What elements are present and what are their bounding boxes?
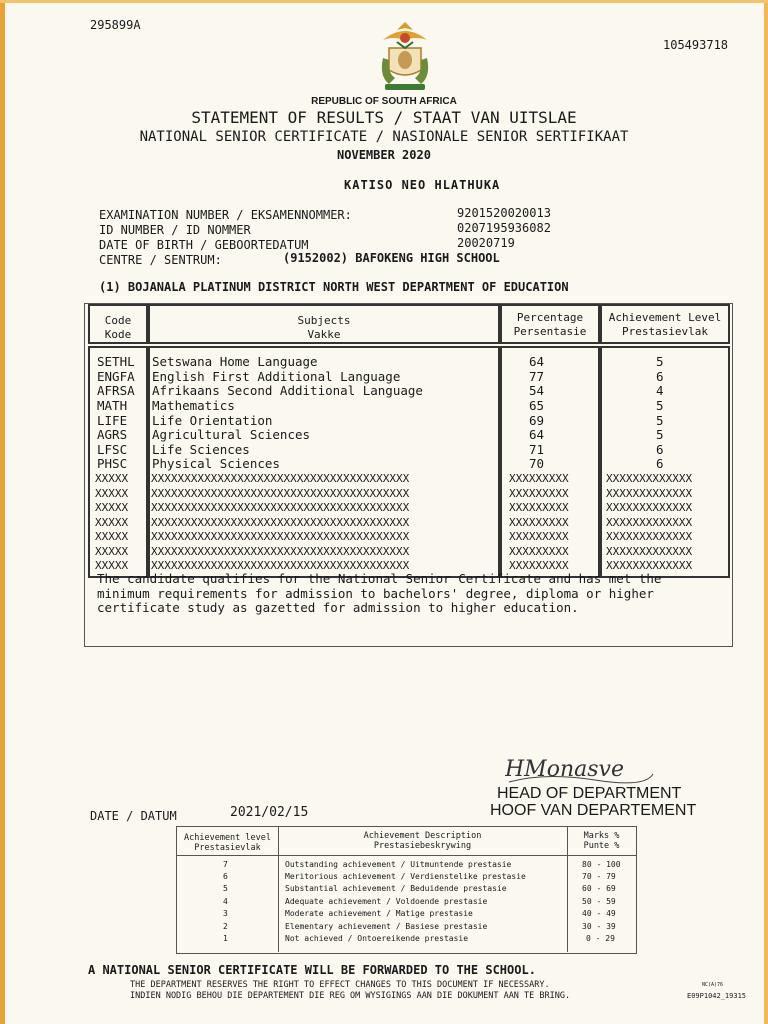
country-name: REPUBLIC OF SOUTH AFRICA xyxy=(311,96,457,107)
reference-left: 295899A xyxy=(90,18,141,32)
subject-row xyxy=(85,414,732,428)
exam-number-label: EXAMINATION NUMBER / EKSAMENNOMMER: xyxy=(99,208,352,222)
subject-row xyxy=(85,443,732,457)
subject-name: Setswana Home Language xyxy=(152,354,318,369)
footer-disclaimer-af: INDIEN NODIG BEHOU DIE DEPARTEMENT DIE REG OM WYSIGINGS AAN DIE DOKUMENT AAN TE BRING. xyxy=(130,991,571,1001)
subject-code: SETHL xyxy=(97,354,135,369)
key-row: 4 Adequate achievement / Voldoende prestasie 50 - 59 xyxy=(223,897,616,906)
exam-session: NOVEMBER 2020 xyxy=(337,148,431,162)
key-description-header: Achievement Description Prestasiebeskrywing xyxy=(363,831,482,851)
date-label: DATE / DATUM xyxy=(90,809,177,823)
key-row: 7 Outstanding achievement / Uitmuntende prestasie 80 - 100 xyxy=(223,860,621,869)
subject-level: 5 xyxy=(656,413,664,428)
paper-edge-top xyxy=(0,0,768,3)
id-number-value: 0207195936082 xyxy=(457,221,551,235)
subject-name: Life Sciences xyxy=(152,442,250,457)
exam-number-value: 9201520020013 xyxy=(457,206,551,220)
key-row: 5 Substantial achievement / Beduidende prestasie 60 - 69 xyxy=(223,884,616,893)
results-table xyxy=(84,303,733,647)
form-code-small: NC(A)76 xyxy=(702,982,724,988)
form-code: E09P1042_19315 xyxy=(687,992,747,1000)
candidate-name: KATISO NEO HLATHUKA xyxy=(344,178,501,192)
centre-label: CENTRE / SENTRUM: xyxy=(99,253,222,267)
subject-name: English First Additional Language xyxy=(152,369,401,384)
filler-row: XXXXX XXXXXXXXXXXXXXXXXXXXXXXXXXXXXXXXXXXXXXX XXXXXXXXX XXXXXXXXXXXXX xyxy=(95,559,693,572)
subject-code: AFRSA xyxy=(97,383,135,398)
subject-level: 5 xyxy=(656,398,664,413)
subject-name: Afrikaans Second Additional Language xyxy=(152,383,423,398)
key-row: 2 Elementary achievement / Basiese prestasie 30 - 39 xyxy=(223,922,616,931)
id-number-label: ID NUMBER / ID NOMMER xyxy=(99,223,251,237)
subject-level: 6 xyxy=(656,442,664,457)
date-value: 2021/02/15 xyxy=(230,805,309,820)
subject-level: 6 xyxy=(656,456,664,471)
subject-percent: 69 xyxy=(529,413,545,428)
percentage-header: Percentage Persentasie xyxy=(513,311,587,338)
subject-code: AGRS xyxy=(97,427,128,442)
reference-right: 105493718 xyxy=(663,38,729,52)
qualification-statement: The candidate qualifies for the National Senior Certificate and has met the minimum requirements for admission to bachelors' degree, diploma or higher certificate study as gazetted for admission to higher education. xyxy=(97,571,662,615)
key-row: 6 Meritorious achievement / Verdienstelike prestasie 70 - 79 xyxy=(223,872,616,881)
subject-code: ENGFA xyxy=(97,369,135,384)
subject-row xyxy=(85,370,732,384)
subject-level: 5 xyxy=(656,427,664,442)
key-row: 1 Not achieved / Ontoereikende prestasie 0 - 29 xyxy=(223,934,615,943)
subject-code: LIFE xyxy=(97,413,128,428)
subject-name: Agricultural Sciences xyxy=(152,427,311,442)
date-of-birth-value: 20020719 xyxy=(457,236,515,250)
level-header: Achievement Level Prestasievlak xyxy=(608,311,722,338)
filler-row: XXXXX XXXXXXXXXXXXXXXXXXXXXXXXXXXXXXXXXXXXXXX XXXXXXXXX XXXXXXXXXXXXX xyxy=(95,530,693,543)
head-title-af: HOOF VAN DEPARTEMENT xyxy=(490,802,697,819)
subject-percent: 64 xyxy=(529,427,545,442)
subject-percent: 64 xyxy=(529,354,545,369)
filler-row: XXXXX XXXXXXXXXXXXXXXXXXXXXXXXXXXXXXXXXXXXXXX XXXXXXXXX XXXXXXXXXXXXX xyxy=(95,487,693,500)
centre-value: (9152002) BAFOKENG HIGH SCHOOL xyxy=(283,251,500,265)
subject-code: MATH xyxy=(97,398,128,413)
subjects-header: Subjects Vakke xyxy=(297,314,351,341)
coat-of-arms-icon xyxy=(375,18,435,96)
key-level-header: Achievement level Prestasievlak xyxy=(184,833,271,853)
signature-image xyxy=(505,752,655,788)
subject-name: Mathematics xyxy=(152,398,235,413)
document-title: STATEMENT OF RESULTS / STAAT VAN UITSLAE xyxy=(191,108,577,127)
subject-name: Life Orientation xyxy=(152,413,273,428)
footer-notice: A NATIONAL SENIOR CERTIFICATE WILL BE FORWARDED TO THE SCHOOL. xyxy=(88,963,536,977)
key-marks-header: Marks % Punte % xyxy=(583,831,620,851)
subject-level: 5 xyxy=(656,354,664,369)
subject-percent: 70 xyxy=(529,456,545,471)
filler-row: XXXXX XXXXXXXXXXXXXXXXXXXXXXXXXXXXXXXXXXXXXXX XXXXXXXXX XXXXXXXXXXXXX xyxy=(95,516,693,529)
subject-code: PHSC xyxy=(97,456,128,471)
achievement-key-table xyxy=(176,826,637,954)
subject-row xyxy=(85,428,732,442)
document-subtitle: NATIONAL SENIOR CERTIFICATE / NASIONALE SENIOR SERTIFIKAAT xyxy=(139,129,629,145)
subject-row xyxy=(85,457,732,471)
date-of-birth-label: DATE OF BIRTH / GEBOORTEDATUM xyxy=(99,238,309,252)
filler-row: XXXXX XXXXXXXXXXXXXXXXXXXXXXXXXXXXXXXXXXXXXXX XXXXXXXXX XXXXXXXXXXXXX xyxy=(95,472,693,485)
subject-percent: 71 xyxy=(529,442,545,457)
code-header: Code Kode xyxy=(104,314,132,341)
subject-row xyxy=(85,355,732,369)
filler-row: XXXXX XXXXXXXXXXXXXXXXXXXXXXXXXXXXXXXXXXXXXXX XXXXXXXXX XXXXXXXXXXXXX xyxy=(95,545,693,558)
footer-disclaimer-en: THE DEPARTMENT RESERVES THE RIGHT TO EFFECT CHANGES TO THIS DOCUMENT IF NECESSARY. xyxy=(130,980,550,990)
district-line: (1) BOJANALA PLATINUM DISTRICT NORTH WEST DEPARTMENT OF EDUCATION xyxy=(99,280,569,294)
subject-name: Physical Sciences xyxy=(152,456,280,471)
subject-row xyxy=(85,399,732,413)
key-row: 3 Moderate achievement / Matige prestasie 40 - 49 xyxy=(223,909,616,918)
subject-percent: 65 xyxy=(529,398,545,413)
subject-row xyxy=(85,384,732,398)
subject-percent: 77 xyxy=(529,369,545,384)
svg-text:HMonasve: HMonasve xyxy=(505,757,624,782)
subject-level: 6 xyxy=(656,369,664,384)
filler-row: XXXXX XXXXXXXXXXXXXXXXXXXXXXXXXXXXXXXXXXXXXXX XXXXXXXXX XXXXXXXXXXXXX xyxy=(95,501,693,514)
subject-code: LFSC xyxy=(97,442,128,457)
head-title-en: HEAD OF DEPARTMENT xyxy=(497,785,682,802)
subject-level: 4 xyxy=(656,383,664,398)
subject-percent: 54 xyxy=(529,383,545,398)
